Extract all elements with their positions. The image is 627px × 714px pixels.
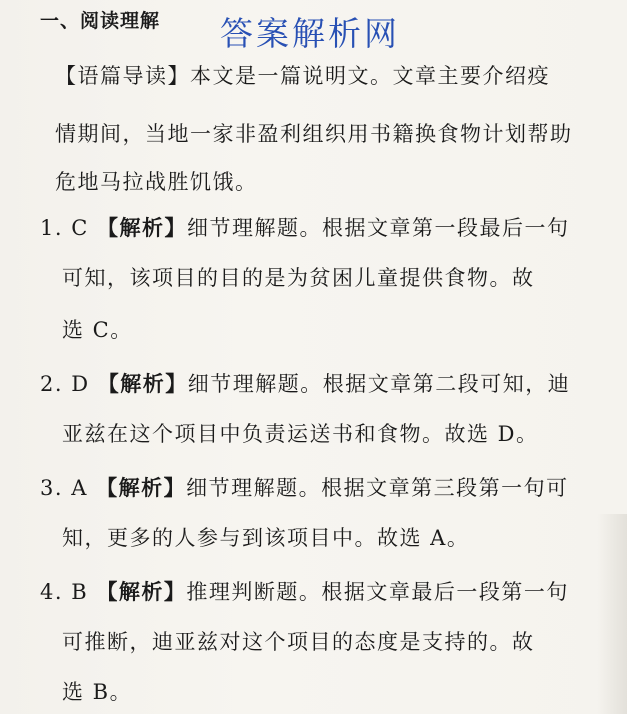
answer-1-line-2: 可知，该项目的目的是为贫困儿童提供食物。故	[62, 266, 535, 290]
answer-1-line-1	[40, 214, 569, 242]
answer-1-tag: 【解析】	[96, 216, 187, 240]
answer-3-number: 3. A	[40, 476, 88, 500]
answer-4-line-3: 选 B。	[62, 680, 133, 704]
answer-1-number: 1. C	[40, 216, 89, 240]
intro-line-1: 【语篇导读】本文是一篇说明文。文章主要介绍疫	[55, 64, 550, 88]
answer-3-line-1	[40, 474, 569, 502]
answer-2-tag: 【解析】	[97, 372, 188, 396]
answer-4-text-1: 推理判断题。根据文章最后一段第一句	[186, 580, 569, 604]
answer-4-line-1	[40, 578, 569, 606]
intro-line-3: 危地马拉战胜饥饿。	[55, 170, 258, 194]
watermark: 答案解析网	[220, 14, 400, 53]
answer-2-text-1: 细节理解题。根据文章第二段可知，迪	[187, 372, 571, 396]
answer-4-tag: 【解析】	[96, 580, 187, 604]
answer-3-text-1: 细节理解题。根据文章第三段第一句可	[186, 476, 569, 500]
answer-4-line-2: 可推断，迪亚兹对这个项目的态度是支持的。故	[62, 630, 535, 654]
answer-2-number: 2. D	[40, 372, 90, 396]
answer-2-line-2: 亚兹在这个项目中负责运送书和食物。故选 D。	[62, 422, 539, 446]
answer-4-number: 4. B	[40, 580, 89, 604]
answer-3-line-2: 知，更多的人参与到该项目中。故选 A。	[62, 526, 470, 550]
answer-1-text-1: 细节理解题。根据文章第一段最后一句	[186, 216, 570, 240]
answer-3-tag: 【解析】	[96, 476, 187, 500]
answer-1-line-3: 选 C。	[62, 318, 133, 342]
answer-2-line-1	[40, 370, 570, 398]
intro-line-2: 情期间，当地一家非盈利组织用书籍换食物计划帮助	[55, 122, 573, 146]
page-edge-shadow	[597, 514, 627, 714]
section-heading: 一、阅读理解	[40, 10, 161, 32]
